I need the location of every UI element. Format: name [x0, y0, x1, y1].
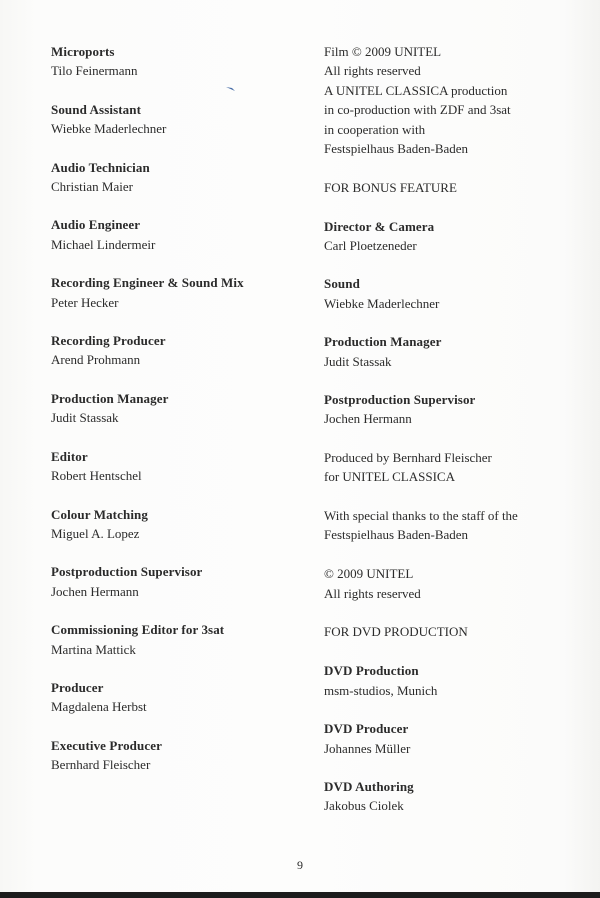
credit-name: Christian Maier — [51, 179, 133, 195]
thanks-line: With special thanks to the staff of the — [324, 508, 518, 524]
credit-block — [51, 678, 301, 717]
credit-block — [324, 217, 574, 256]
copyright-line: All rights reserved — [324, 63, 421, 79]
credit-name: Judit Stassak — [324, 353, 392, 369]
credit-name: Jochen Hermann — [51, 583, 139, 599]
credit-role: Commissioning Editor for 3sat — [51, 622, 225, 638]
section-heading: FOR BONUS FEATURE — [324, 179, 457, 195]
copyright-line: in cooperation with — [324, 121, 426, 137]
credit-role: Audio Engineer — [51, 217, 141, 233]
credit-block — [324, 661, 574, 700]
copyright-line: in co-production with ZDF and 3sat — [324, 102, 511, 118]
credit-name: Michael Lindermeir — [51, 236, 156, 252]
credit-role: Sound — [324, 276, 360, 292]
section-heading-dvd — [324, 622, 574, 641]
credit-block — [324, 274, 574, 313]
credit-role: Production Manager — [51, 390, 169, 406]
credit-block — [51, 505, 301, 544]
scan-bottom-edge — [0, 892, 600, 898]
credit-name: Peter Hecker — [51, 294, 119, 310]
credit-role: Sound Assistant — [51, 101, 142, 117]
credit-role: Microports — [51, 44, 115, 59]
right-credits-column — [324, 42, 574, 835]
section-heading-bonus — [324, 178, 574, 197]
credit-role: DVD Authoring — [324, 778, 414, 794]
credit-name: Jochen Hermann — [324, 411, 412, 427]
credit-name: Judit Stassak — [51, 410, 119, 426]
credit-role: Recording Engineer & Sound Mix — [51, 275, 244, 291]
copyright-notice-2 — [324, 564, 574, 603]
copyright-line: Film © 2009 UNITEL — [324, 44, 442, 59]
credit-name: Wiebke Maderlechner — [324, 295, 440, 311]
credit-name: Miguel A. Lopez — [51, 525, 140, 541]
credit-block — [51, 42, 301, 81]
credit-block — [51, 100, 301, 139]
page-number: 9 — [297, 858, 303, 872]
credit-block — [51, 215, 301, 254]
credit-block — [51, 736, 301, 775]
credit-role: Audio Technician — [51, 159, 150, 175]
copyright-line: Festspielhaus Baden-Baden — [324, 141, 469, 157]
credit-name: Robert Hentschel — [51, 468, 142, 484]
credit-block — [324, 332, 574, 371]
credit-role: Director & Camera — [324, 218, 435, 234]
credit-block — [324, 719, 574, 758]
credit-block — [51, 447, 301, 486]
credit-role: Postproduction Supervisor — [51, 564, 203, 580]
credit-role: Producer — [51, 679, 104, 695]
copyright-line: All rights reserved — [324, 585, 421, 601]
credit-name: Bernhard Fleischer — [51, 757, 151, 773]
credit-name: msm-studios, Munich — [324, 682, 438, 698]
produced-by-note — [324, 448, 574, 487]
credit-role: Executive Producer — [51, 737, 162, 753]
thanks-line: Festspielhaus Baden-Baden — [324, 527, 469, 543]
copyright-line: © 2009 UNITEL — [324, 566, 414, 582]
credit-role: DVD Producer — [324, 721, 409, 737]
credit-block — [51, 620, 301, 659]
credit-role: Production Manager — [324, 334, 442, 350]
credit-name: Jakobus Ciolek — [324, 798, 404, 814]
copyright-notice — [324, 42, 574, 158]
credit-name: Carl Ploetzeneder — [324, 238, 417, 254]
credit-block — [324, 777, 574, 816]
copyright-line: A UNITEL CLASSICA production — [324, 82, 508, 98]
left-credits-column — [51, 42, 301, 794]
credit-role: Postproduction Supervisor — [324, 392, 476, 408]
credit-block — [324, 390, 574, 429]
credit-name: Tilo Feinermann — [51, 63, 138, 79]
credit-name: Wiebke Maderlechner — [51, 121, 167, 137]
credit-block — [51, 158, 301, 197]
credit-role: Colour Matching — [51, 506, 148, 522]
credit-name: Magdalena Herbst — [51, 699, 147, 715]
credit-name: Arend Prohmann — [51, 352, 141, 368]
produced-by-line: for UNITEL CLASSICA — [324, 469, 455, 485]
section-heading: FOR DVD PRODUCTION — [324, 624, 468, 640]
thanks-note — [324, 506, 574, 545]
credit-role: Recording Producer — [51, 333, 166, 349]
credit-block — [51, 562, 301, 601]
credit-role: Editor — [51, 448, 88, 464]
credit-role: DVD Production — [324, 663, 419, 679]
credit-name: Martina Mattick — [51, 641, 136, 657]
credit-block — [51, 389, 301, 428]
credit-name: Johannes Müller — [324, 740, 411, 756]
produced-by-line: Produced by Bernhard Fleischer — [324, 449, 492, 465]
credit-block — [51, 331, 301, 370]
credit-block — [51, 273, 301, 312]
